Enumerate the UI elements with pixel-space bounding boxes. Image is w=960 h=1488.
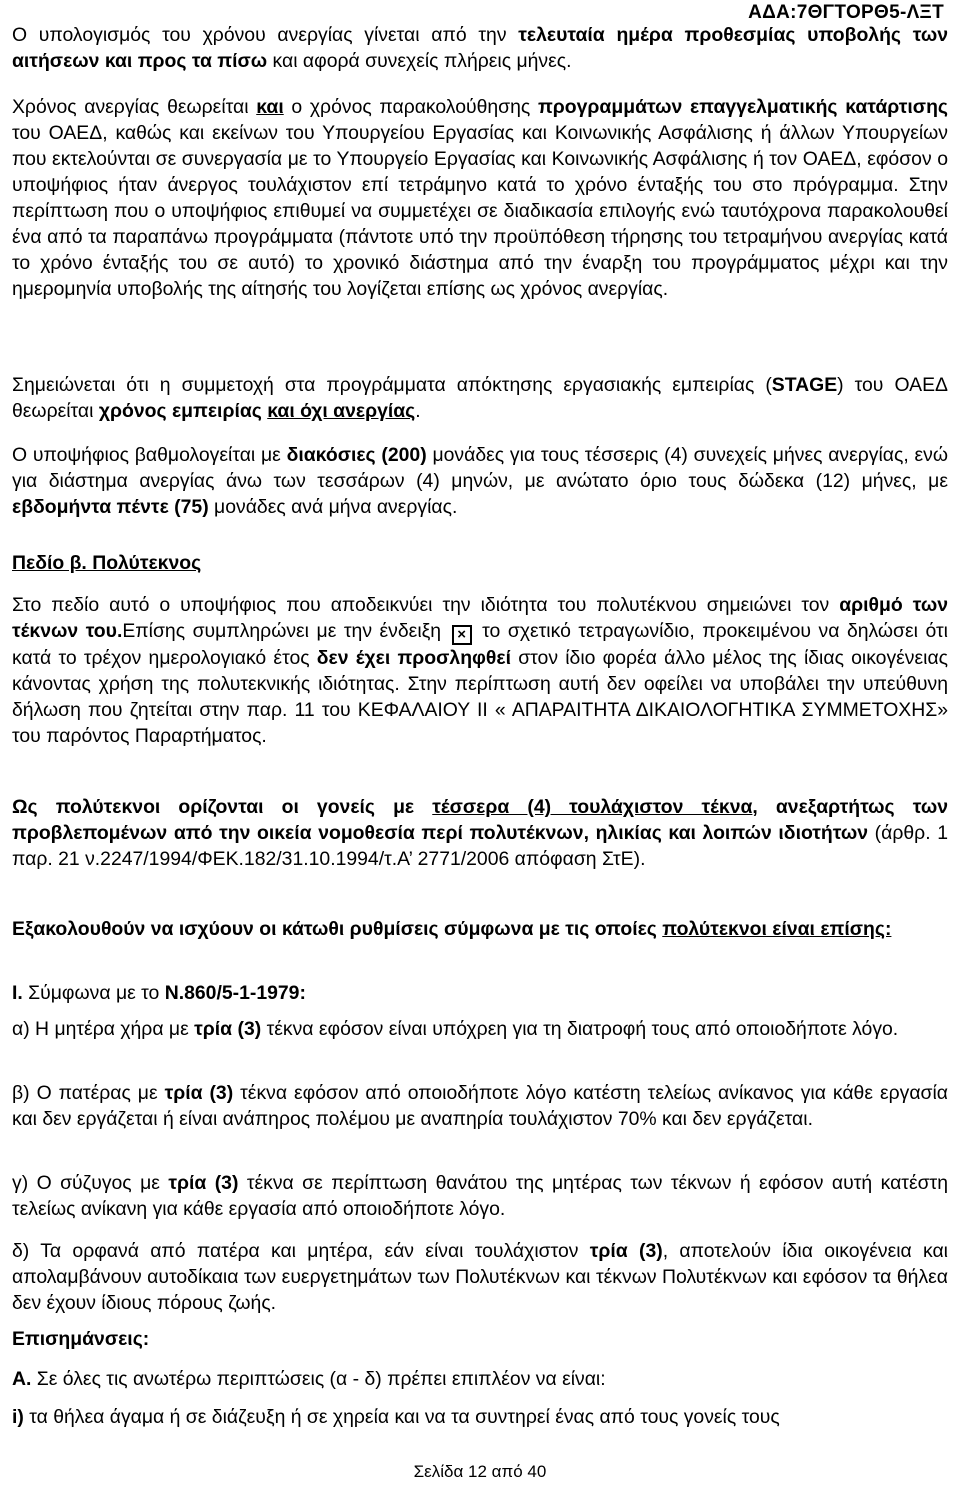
text: (άρθρ. 1 παρ. 21 ν.2247/1994/ΦΕΚ.182/31.10.1994/τ.Α’ 2771/2006 απόφαση ΣτΕ).	[12, 822, 948, 870]
paragraph-unemployment-calc	[12, 22, 948, 74]
paragraph-large-family	[12, 592, 948, 749]
bold-text: Ν.860/5-1-1979:	[164, 982, 306, 1004]
text: Ο υποψήφιος βαθμολογείται με	[12, 444, 287, 466]
bold-text: Εξακολουθούν να ισχύουν οι κάτωθι ρυθμίσεις σύμφωνα με τις οποίες	[12, 918, 663, 940]
page-footer: Σελίδα 12 από 40	[413, 1462, 547, 1481]
paragraph-stage-note: Σημειώνεται ότι η συμμετοχή στα προγράμματα απόκτησης εργασιακής εμπειρίας (STAGE) του ΟΑΕΔ θεωρείται χρόνος εμπειρίας και όχι ανεργίας.	[12, 374, 948, 422]
bold-text: , ανεξαρτήτως των προβλεπομένων από την οικεία νομοθεσία περί πολυτέκνων, ηλικίας και λοιπών ιδιοτήτων	[12, 796, 949, 844]
list-item-b: β) Ο πατέρας με τρία (3) τέκνα εφόσον από οποιοδήποτε λόγο κατέστη τελείως ανίκανος για κάθε εργασία και δεν εργάζεται ή είναι ανάπηρος πολέμου με αναπηρία τουλάχιστον 70% και δεν εργάζεται.	[12, 1082, 949, 1130]
bold-text: STAGE	[771, 374, 838, 396]
text: μονάδες ανά μήνα ανεργίας.	[208, 496, 458, 518]
ada-code: ΑΔΑ:7ΘΓΤΟΡΘ5-ΛΞΤ	[748, 2, 944, 23]
bold-underlined-text: πολύτεκνοι είναι επίσης:	[662, 918, 892, 940]
paragraph-scoring	[12, 442, 948, 520]
paragraph-definition	[12, 794, 948, 872]
bold-text: χρόνος εμπειρίας	[98, 400, 262, 422]
text: Σημειώνεται ότι η συμμετοχή στα προγράμματα απόκτησης εργασιακής εμπειρίας (	[12, 374, 772, 396]
bold-text: προγραμμάτων επαγγελματικής κατάρτισης	[537, 96, 949, 118]
text: Ο υπολογισμός του χρόνου ανεργίας γίνεται από την	[12, 24, 519, 46]
text: Σύμφωνα με το	[22, 982, 165, 1004]
paragraph-unemployment-time	[12, 94, 948, 302]
bold-text: εβδομήντα πέντε (75)	[12, 496, 209, 518]
note-i	[12, 1404, 948, 1430]
bold-text: τρία (3)	[589, 1240, 663, 1262]
bold-text: τρία (3)	[164, 1082, 234, 1104]
section-heading-field-b: Πεδίο β. Πολύτεκνος	[12, 552, 202, 574]
text: Επίσης συμπληρώνει με την ένδειξη	[122, 620, 449, 642]
text: Στο πεδίο αυτό ο υποψήφιος που αποδεικνύει την ιδιότητα του πολυτέκνου σημειώνει τον	[12, 594, 840, 616]
text: του ΟΑΕΔ, καθώς και εκείνων του Υπουργείου Εργασίας και Κοινωνικής Ασφάλισης ή άλλων Υπουργείων που εκτελούνται σε συνεργασία με το Υπουργείο Εργασίας και Κοινωνικής Ασφάλισης ή τον ΟΑΕΔ, εφόσον ο υποψήφιος ήταν άνεργος τουλάχιστον επί τετράμηνο κατά το χρόνο ένταξής του στο πρόγραμμα. Στην περίπτωση που ο υποψήφιος επιθυμεί να συμμετέχει σε διαδικασία επιλογής ενώ ταυτόχρονα παρακολουθεί ένα από τα παραπάνω προγράμματα (πάντοτε υπό την προϋπόθεση τήρησης του τετραμήνου ανεργίας κατά το χρόνο ένταξής του σε αυτό) το χρονικό διάστημα από την έναρξη του προγράμματος μέχρι και την ημερομηνία υποβολής της αίτησής του λογίζεται επίσης ως χρόνος ανεργίας.	[12, 122, 948, 300]
paragraph-law-ref	[12, 980, 948, 1006]
bold-text: δεν έχει προσληφθεί	[316, 647, 511, 669]
bold-text: Ι.	[12, 982, 23, 1004]
bold-underlined-text: τέσσερα (4) τουλάχιστον τέκνα	[432, 796, 753, 818]
bold-text: Ως πολύτεκνοι ορίζονται οι γονείς με	[12, 796, 433, 818]
bold-text: τρία (3)	[194, 1018, 262, 1040]
bold-text: τρία (3)	[168, 1172, 239, 1194]
list-item-a: α) Η μητέρα χήρα με τρία (3) τέκνα εφόσον είναι υπόχρεη για τη διατροφή τους από οποιοδήποτε λόγο.	[12, 1018, 899, 1040]
bold-text: i)	[12, 1406, 24, 1428]
bold-text: διακόσιες (200)	[286, 444, 427, 466]
bold-text: αριθμό των τέκνων του.	[12, 594, 948, 642]
text: και αφορά συνεχείς πλήρεις μήνες.	[267, 50, 572, 72]
checkbox-x-icon: ×	[452, 625, 472, 645]
notes-heading: Επισημάνσεις:	[12, 1328, 150, 1350]
text: ο χρόνος παρακολούθησης	[283, 96, 538, 118]
paragraph-still-valid	[12, 916, 948, 942]
note-a	[12, 1366, 948, 1392]
list-item-d: δ) Τα ορφανά από πατέρα και μητέρα, εάν είναι τουλάχιστον τρία (3), αποτελούν ίδια οικογένεια και απολαμβάνουν αυτοδίκαια των ευεργετημάτων των Πολυτέκνων και τέκνων Πολυτέκνων και εφόσον τα θήλεα δεν έχουν ίδιους πόρους ζωής.	[12, 1240, 948, 1314]
list-item-c: γ) Ο σύζυγος με τρία (3) τέκνα σε περίπτωση θανάτου της μητέρας των τέκνων ή εφόσον αυτή κατέστη τελείως ανίκανη για κάθε εργασία από οποιοδήποτε λόγο.	[12, 1172, 948, 1220]
bold-text: τελευταία ημέρα προθεσμίας υποβολής των αιτήσεων και προς τα πίσω	[12, 24, 949, 72]
text: Σε όλες τις ανωτέρω περιπτώσεις (α - δ) πρέπει επιπλέον να είναι:	[31, 1368, 606, 1390]
text: Χρόνος ανεργίας θεωρείται	[12, 96, 257, 118]
text: ) του ΟΑΕΔ θεωρείται	[12, 374, 948, 422]
text: μονάδες για τους τέσσερις (4) συνεχείς μήνες ανεργίας, ενώ για διάστημα ανεργίας άνω των τεσσάρων (4) μηνών, με ανώτατο όριο τους δώδεκα (12) μήνες, με	[12, 444, 948, 492]
text: τα θήλεα άγαμα ή σε διάζευξη ή σε χηρεία και να τα συντηρεί ένας από τους γονείς τους	[23, 1406, 780, 1428]
bold-underlined-text: και	[256, 96, 284, 118]
text: στον ίδιο φορέα άλλο μέλος της ίδιας οικογένειας κάνοντας χρήση της πολυτεκνικής ιδιότητας. Στην περίπτωση αυτή δεν οφείλει να υποβάλει την υπεύθυνη δήλωση που ζητείται στην παρ. 11 του ΚΕΦΑΛΑΙΟΥ ΙΙ « ΑΠΑΡΑΙΤΗΤΑ ΔΙΚΑΙΟΛΟΓΗΤΙΚΑ ΣΥΜΜΕΤΟΧΗΣ» του παρόντος Παραρτήματος.	[12, 647, 949, 747]
bold-underlined-text: και όχι ανεργίας	[267, 400, 416, 422]
bold-text: Α.	[12, 1368, 32, 1390]
text: το σχετικό τετραγωνίδιο, προκειμένου να δηλώσει ότι κατά το τρέχον ημερολογιακό έτος	[12, 620, 948, 669]
